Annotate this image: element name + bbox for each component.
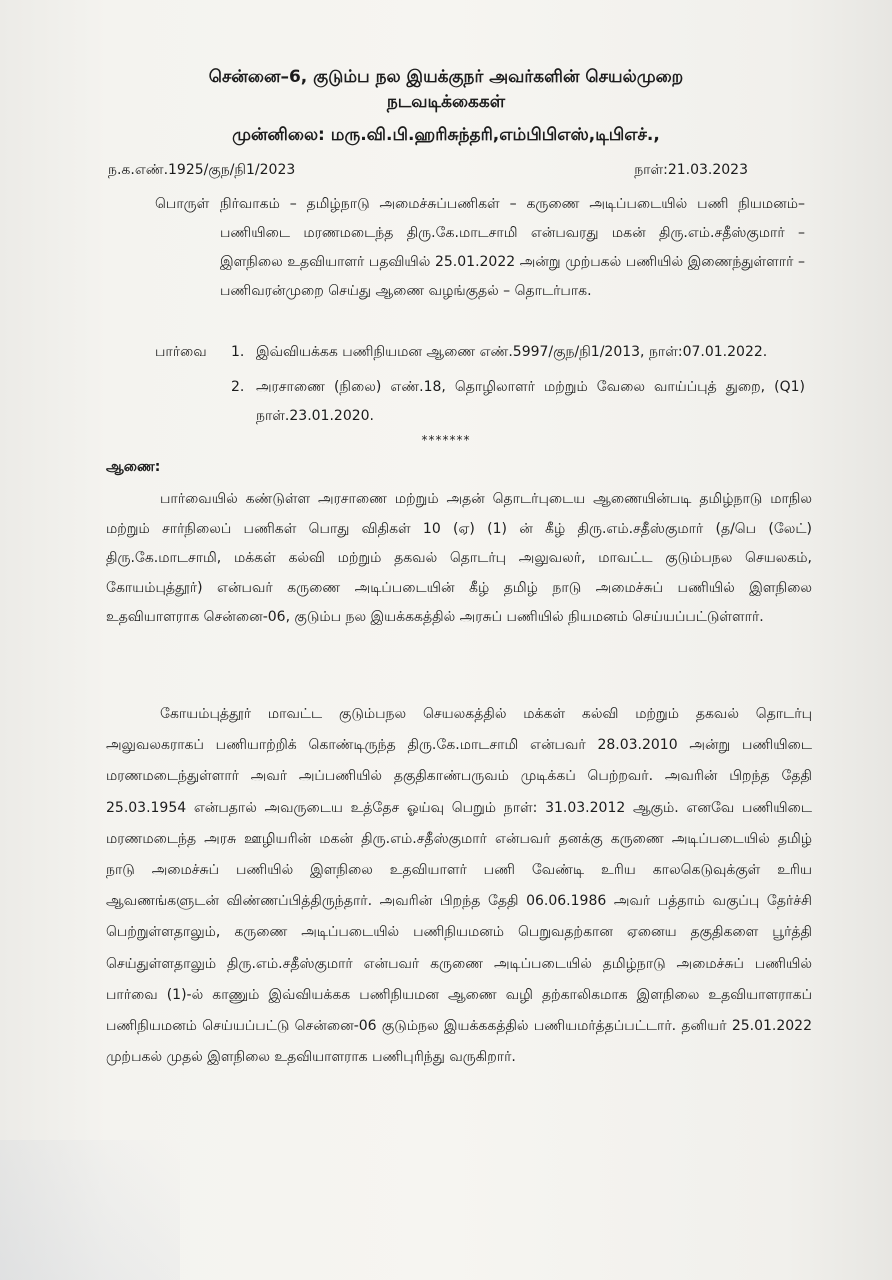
reference-text: இவ்வியக்கக பணிநியமன ஆணை எண்.5997/குந/நி1/2013, நாள்:07.01.2022. [256,344,768,360]
order-paragraph-2: கோயம்புத்தூர் மாவட்ட குடும்பநல செயலகத்தில் மக்கள் கல்வி மற்றும் தகவல் தொடர்பு அலுவலகராகப் பணியாற்றிக் கொண்டிருந்த திரு.கே.மாடசாமி என்பவர் 28.03.2010 அன்று பணியிடை மரணமடைந்துள்ளார் அவர் அப்பணியில் தகுதிகாண்பருவம் முடிக்கப் பெற்றவர். அவரின் பிறந்த தேதி 25.03.1954 என்பதால் அவருடைய உத்தேச ஓய்வு பெறும் நாள்: 31.03.2012 ஆகும். எனவே பணியிடை மரணமடைந்த அரசு ஊழியரின் மகன் திரு.எம்.சதீஸ்குமார் என்பவர் தனக்கு கருணை அடிப்படையில் தமிழ் நாடு அமைச்சுப் பணியில் இளநிலை உதவியாளர் பணி வேண்டி உரிய காலகெடுவுக்குள் உரிய ஆவணங்களுடன் விண்ணப்பித்திருந்தார். அவரின் பிறந்த தேதி 06.06.1986 அவர் பத்தாம் வகுப்பு தேர்ச்சி பெற்றுள்ளதாலும், கருணை அடிப்படையில் பணிநியமனம் பெறுவதற்கான ஏனைய தகுதிகளை பூர்த்தி செய்துள்ளதாலும் திரு.எம்.சதீஸ்குமார் என்பவர் கருணை அடிப்படையில் தமிழ்நாடு அமைச்சுப் பணியில் பார்வை (1)-ல் காணும் இவ்வியக்கக பணிநியமன ஆணை வழி தற்காலிகமாக இளநிலை உதவியாளராகப் பணிநியமனம் செய்யப்பட்டு சென்னை-06 குடும்நல இயக்ககத்தில் பணியமர்த்தப்பட்டார். தனியர் 25.01.2022 முற்பகல் முதல் இளநிலை உதவியாளராக பணிபுரிந்து வருகிறார். [106,706,812,1066]
presence-line: முன்னிலை: மரு.வி.பி.ஹரிசுந்தரி,எம்பிபிஎஸ்,டிபிஎச்., [232,125,660,145]
reference-line [108,160,748,180]
reference-number: 2. [231,379,245,395]
references-block [155,338,805,431]
subject-label: பொருள் [155,196,210,212]
subject-block [155,190,805,306]
references-label: பார்வை [155,344,207,360]
order-paragraph-1: பார்வையில் கண்டுள்ள அரசாணை மற்றும் அதன் தொடர்புடைய ஆணையின்படி தமிழ்நாடு மாநில மற்றும் சார்நிலைப் பணிகள் பொது விதிகள் 10 (ஏ) (1) ன் கீழ் திரு.எம்.சதீஸ்குமார் (த/பெ (லேட்) திரு.கே.மாடசாமி, மக்கள் கல்வி மற்றும் தகவல் தொடர்பு அலுவலர், மாவட்ட குடும்பநல செயலகம், கோயம்புத்தூர்) என்பவர் கருணை அடிப்படையின் கீழ் தமிழ் நாடு அமைச்சுப் பணியில் இளநிலை உதவியாளராக சென்னை-06, குடும்ப நல இயக்ககத்தில் அரசுப் பணியில் நியமனம் செய்யப்பட்டுள்ளார். [106,491,812,625]
separator: ******* [421,433,471,447]
photo-shadow [0,1140,180,1280]
subject-text: நிர்வாகம் – தமிழ்நாடு அமைச்சுப்பணிகள் – கருணை அடிப்படையில் பணி நியமனம்–பணியிடை மரணமடைந்த திரு.கே.மாடசாமி என்பவரது மகன் திரு.எம்.சதீஸ்குமார் – இளநிலை உதவியாளர் பதவியில் 25.01.2022 அன்று முற்பகல் பணியில் இணைந்துள்ளார் – பணிவரன்முறை செய்து ஆணை வழங்குதல் – தொடர்பாக. [220,196,805,299]
reference-item [231,338,805,367]
document-title-line2: நடவடிக்கைகள் [386,92,506,112]
reference-text: அரசாணை (நிலை) எண்.18, தொழிலாளர் மற்றும் வேலை வாய்ப்புத் துறை, (Q1) நாள்.23.01.2020. [256,379,805,424]
reference-number: 1. [231,344,245,360]
reference-item [231,373,805,431]
document-title-line1: சென்னை–6, குடும்ப நல இயக்குநர் அவர்களின் செயல்முறை [208,67,684,87]
order-heading: ஆணை: [106,459,161,475]
document-date: நாள்:21.03.2023 [634,162,748,178]
file-number: ந.க.எண்.1925/குந/நி1/2023 [108,162,296,178]
